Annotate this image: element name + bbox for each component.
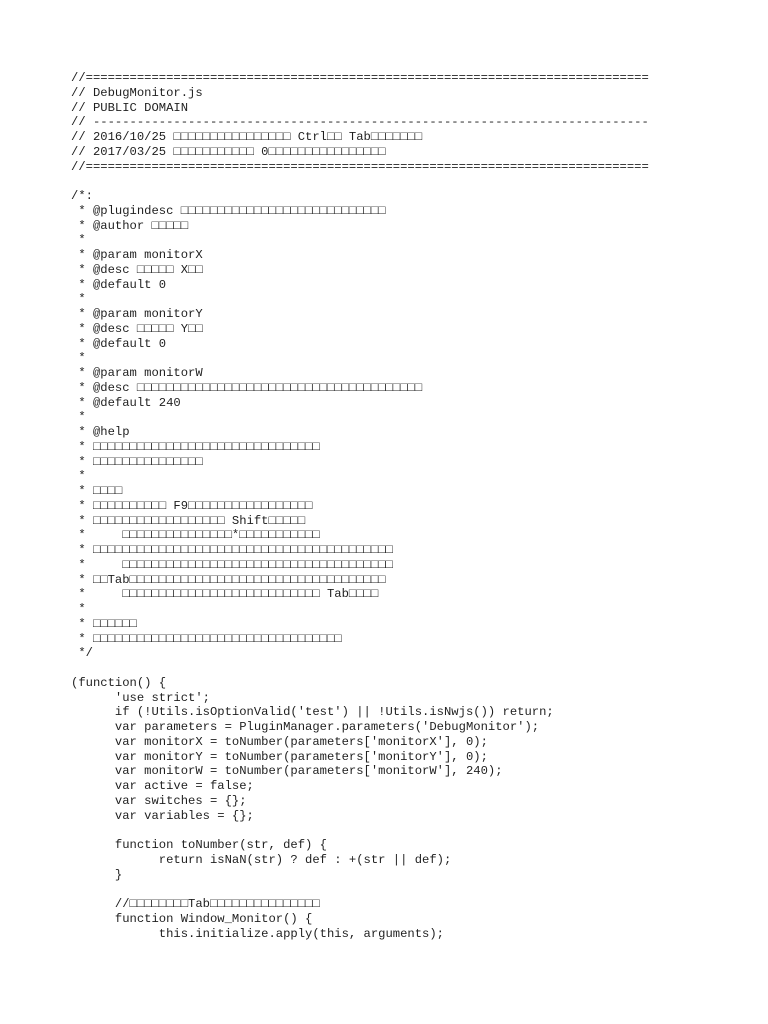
- code-line: * □□□□□□□□□□□□□□□□□□ Shift□□□□□: [71, 513, 306, 528]
- code-line: return isNaN(str) ? def : +(str || def);: [71, 852, 452, 867]
- code-line: // 2017/03/25 □□□□□□□□□□□ 0□□□□□□□□□□□□□□□□: [71, 144, 386, 159]
- code-line: *: [71, 351, 86, 366]
- code-line: 'use strict';: [71, 690, 210, 705]
- code-line: //□□□□□□□□Tab□□□□□□□□□□□□□□□: [71, 897, 320, 911]
- code-line: *: [71, 410, 86, 425]
- code-line: *: [71, 233, 86, 248]
- code-line: [71, 174, 751, 189]
- code-line: this.initialize.apply(this, arguments);: [71, 926, 444, 941]
- code-line: * @param monitorW: [71, 366, 203, 380]
- code-line: * □□□□□□□□□□□□□□□□□□□□□□□□□□□□□□□□□□□□□□□□□: [71, 543, 393, 557]
- code-line: var active = false;: [71, 779, 254, 793]
- code-line: var switches = {};: [71, 793, 247, 808]
- code-line: /*:: [71, 189, 93, 203]
- code-line: * @default 240: [71, 395, 181, 410]
- code-line: * □□□□□□□□□□□□□□□□□□□□□□□□□□□ Tab□□□□: [71, 587, 379, 602]
- code-line: var variables = {};: [71, 808, 254, 823]
- code-line: * □□□□□□□□□□□□□□□□□□□□□□□□□□□□□□□□□□□□□: [71, 557, 393, 572]
- code-line: * □□□□□□□□□□ F9□□□□□□□□□□□□□□□□□: [71, 498, 313, 513]
- code-line: //=============================================================================: [71, 159, 649, 174]
- source-code-listing: [71, 71, 751, 941]
- code-line: if (!Utils.isOptionValid('test') || !Utils.isNwjs()) return;: [71, 705, 554, 720]
- code-line: * @author □□□□□: [71, 218, 189, 233]
- code-line: // 2016/10/25 □□□□□□□□□□□□□□□□ Ctrl□□ Tab□□□□□□□: [71, 130, 423, 144]
- code-line: * @param monitorY: [71, 307, 203, 321]
- code-line: // ----------------------------------------------------------------------------: [71, 115, 649, 130]
- code-line: * □□□□: [71, 484, 123, 498]
- code-line: * @desc □□□□□ X□□: [71, 262, 203, 277]
- code-line: var parameters = PluginManager.parameters('DebugMonitor');: [71, 720, 540, 734]
- code-line: var monitorY = toNumber(parameters['monitorY'], 0);: [71, 749, 488, 764]
- code-line: }: [71, 867, 123, 882]
- code-line: function Window_Monitor() {: [71, 911, 313, 926]
- code-line: //=============================================================================: [71, 71, 649, 85]
- code-line: * @default 0: [71, 336, 167, 351]
- code-line: * @default 0: [71, 277, 167, 292]
- code-line: // DebugMonitor.js: [71, 85, 203, 100]
- code-line: * @plugindesc □□□□□□□□□□□□□□□□□□□□□□□□□□□□: [71, 203, 386, 218]
- code-line: * □□□□□□□□□□□□□□□□□□□□□□□□□□□□□□□□□□: [71, 631, 342, 646]
- code-line: * □□□□□□□□□□□□□□□*□□□□□□□□□□□: [71, 528, 320, 543]
- code-line: * @desc □□□□□□□□□□□□□□□□□□□□□□□□□□□□□□□□□□□□□□□: [71, 380, 423, 395]
- code-line: *: [71, 292, 86, 307]
- code-line: // PUBLIC DOMAIN: [71, 100, 189, 115]
- code-line: */: [71, 646, 93, 661]
- code-line: [71, 823, 751, 838]
- code-line: var monitorW = toNumber(parameters['monitorW'], 240);: [71, 764, 503, 779]
- code-line: function toNumber(str, def) {: [71, 838, 327, 852]
- code-line: * □□□□□□□□□□□□□□□□□□□□□□□□□□□□□□□: [71, 439, 320, 454]
- code-line: [71, 661, 751, 676]
- code-line: *: [71, 469, 86, 484]
- code-line: * @param monitorX: [71, 248, 203, 262]
- code-line: * □□□□□□: [71, 616, 137, 631]
- code-line: * □□Tab□□□□□□□□□□□□□□□□□□□□□□□□□□□□□□□□□□□: [71, 572, 386, 587]
- code-line: * □□□□□□□□□□□□□□□: [71, 454, 203, 469]
- code-line: * @desc □□□□□ Y□□: [71, 321, 203, 336]
- code-line: *: [71, 602, 86, 616]
- code-line: * @help: [71, 425, 130, 439]
- code-line: var monitorX = toNumber(parameters['monitorX'], 0);: [71, 734, 488, 749]
- code-line: [71, 882, 751, 897]
- code-line: (function() {: [71, 675, 167, 690]
